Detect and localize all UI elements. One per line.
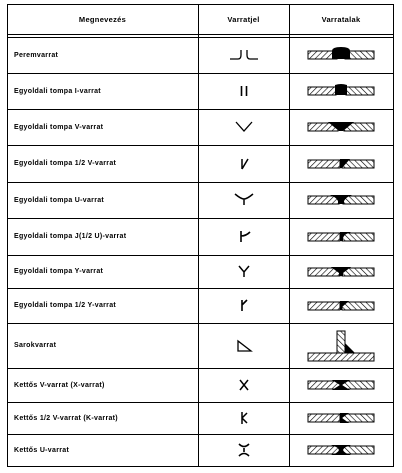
double-v-weld-symbol-icon bbox=[198, 368, 289, 402]
header-symbol: Varratjel bbox=[227, 14, 260, 24]
v-butt-weld-symbol-icon bbox=[198, 109, 289, 145]
double-half-v-weld-figure-icon bbox=[289, 402, 393, 434]
j-butt-weld-figure-icon bbox=[289, 218, 393, 255]
u-butt-weld-symbol-icon bbox=[198, 182, 289, 218]
v-butt-weld-figure-icon bbox=[289, 109, 393, 145]
weld-name: Kettős U-varrat bbox=[14, 446, 70, 454]
header-name: Megnevezés bbox=[78, 14, 127, 24]
weld-name: Sarokvarrat bbox=[14, 342, 57, 349]
y-butt-weld-symbol-icon bbox=[198, 255, 289, 288]
weld-name: Egyoldali tompa Y-varrat bbox=[14, 268, 104, 275]
weld-name: Egyoldali tompa I-varrat bbox=[14, 87, 101, 95]
u-butt-weld-figure-icon bbox=[289, 182, 393, 218]
i-butt-weld-figure-icon bbox=[289, 73, 393, 109]
flange-weld-symbol-icon bbox=[198, 37, 289, 73]
weld-name: Kettős V-varrat (X-varrat) bbox=[14, 381, 105, 389]
half-v-butt-weld-symbol-icon bbox=[198, 145, 289, 182]
double-u-weld-symbol-icon bbox=[198, 434, 289, 466]
weld-name: Egyoldali tompa V-varrat bbox=[14, 123, 104, 131]
half-y-butt-weld-symbol-icon bbox=[198, 288, 289, 323]
fillet-weld-symbol-icon bbox=[198, 323, 289, 368]
row-divider bbox=[7, 34, 394, 35]
header-figure: Varratalak bbox=[321, 14, 361, 24]
square-butt-weld-symbol-icon bbox=[198, 73, 289, 109]
y-butt-weld-figure-icon bbox=[289, 255, 393, 288]
half-v-butt-weld-figure-icon bbox=[289, 145, 393, 182]
j-butt-weld-symbol-icon bbox=[198, 218, 289, 255]
fillet-weld-figure-icon bbox=[289, 323, 393, 368]
double-u-weld-figure-icon bbox=[289, 434, 393, 466]
weld-name: Egyoldali tompa J(1/2 U)-varrat bbox=[14, 233, 127, 240]
weld-name: Peremvarrat bbox=[14, 51, 59, 59]
double-v-weld-figure-icon bbox=[289, 368, 393, 402]
weld-name: Egyoldali tompa U-varrat bbox=[14, 196, 105, 204]
flange-weld-figure-icon bbox=[289, 37, 393, 73]
weld-name: Egyoldali tompa 1/2 Y-varrat bbox=[14, 302, 117, 309]
weld-types-table bbox=[7, 4, 394, 467]
half-y-butt-weld-figure-icon bbox=[289, 288, 393, 323]
weld-name: Kettős 1/2 V-varrat (K-varrat) bbox=[14, 414, 118, 422]
weld-name: Egyoldali tompa 1/2 V-varrat bbox=[14, 160, 117, 167]
double-half-v-weld-symbol-icon bbox=[198, 402, 289, 434]
